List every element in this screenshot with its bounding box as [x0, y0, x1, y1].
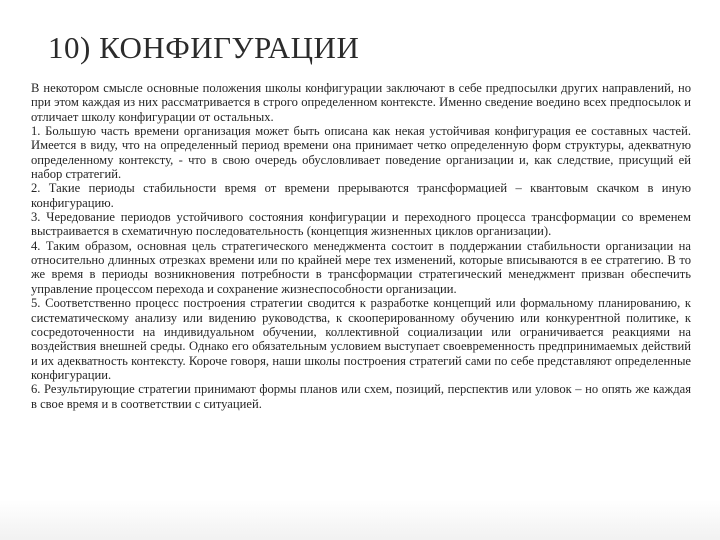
paragraph-intro: В некотором смысле основные положения школы конфигурации заключают в себе предпосылки других направлений, но при этом каждая из них рассматривается в строго определенном контексте. Именно сведение воедино всех предпосылок и отличает школу конфигурации от остальных.: [31, 81, 691, 124]
slide-background-decoration: [0, 500, 720, 540]
paragraph-3: 3. Чередование периодов устойчивого состояния конфигурации и переходного процесса трансформации со временем выстраивается в схематичную последовательность (концепция жизненных циклов организации).: [31, 210, 691, 239]
paragraph-2: 2. Такие периоды стабильности время от времени прерываются трансформацией – квантовым скачком в иную конфигурацию.: [31, 181, 691, 210]
paragraph-1: 1. Большую часть времени организация может быть описана как некая устойчивая конфигурация ее составных частей. Имеется в виду, что на определенный период времени она принимает четко определенную форм структуры, адекватную определенному контексту, - что в свою очередь обусловливает поведение организации и, как следствие, присущий ей набор стратегий.: [31, 124, 691, 182]
slide-title: 10) КОНФИГУРАЦИИ: [48, 30, 360, 65]
paragraph-6: 6. Результирующие стратегии принимают формы планов или схем, позиций, перспектив или уловок – но опять же каждая в свое время и в соответствии с ситуацией.: [31, 382, 691, 411]
paragraph-5: 5. Соответственно процесс построения стратегии сводится к разработке концепций или формальному планированию, к систематическому анализу или видению руководства, к скооперированному обучению или конкурентной политике, к сосредоточенности на индивидуальном обучении, коллективной социализации или ограничивается реакциями на воздействия внешней среды. Однако его обязательным условием выступает своевременность предпринимаемых действий и их адекватность контексту. Короче говоря, наши школы построения стратегий сами по себе представляют определенные конфигурации.: [31, 296, 691, 382]
paragraph-4: 4. Таким образом, основная цель стратегического менеджмента состоит в поддержании стабильности организации на относительно длинных отрезках времени или по крайней мере тех изменений, которые вписываются в ее стратегию. В то же время в периоды возникновения потребности в трансформации стратегический менеджмент призван обеспечить управление процессом перехода и сохранение жизнеспособности организации.: [31, 238, 691, 296]
slide-body: [31, 81, 691, 411]
